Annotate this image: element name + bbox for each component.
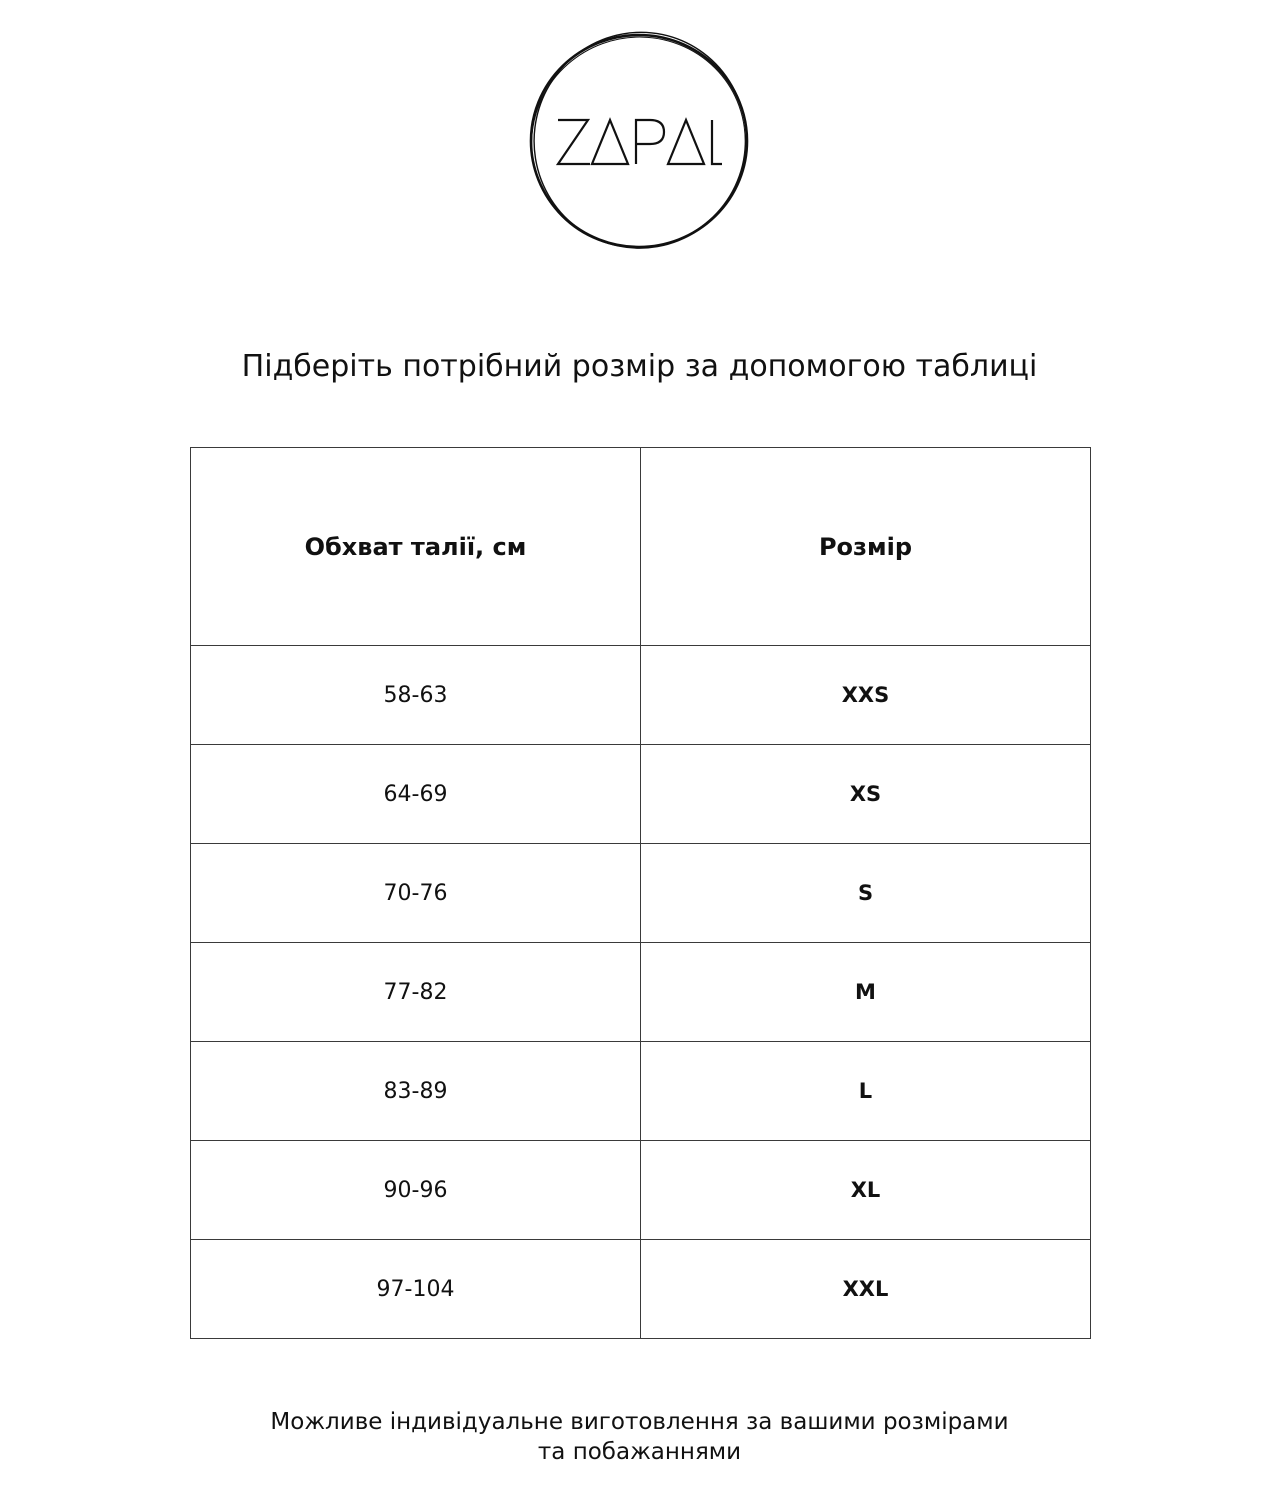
- brand-logo: [526, 28, 752, 254]
- size-cell: L: [641, 1042, 1091, 1141]
- table-row: [191, 943, 1091, 1042]
- note-line-2: та побажаннями: [537, 1439, 742, 1465]
- size-table: [190, 447, 1091, 1339]
- size-cell: XXS: [641, 646, 1091, 745]
- size-cell: S: [641, 844, 1091, 943]
- page-title: Підберіть потрібний розмір за допомогою таблиці: [241, 349, 1038, 384]
- waist-cell: 58-63: [191, 646, 641, 745]
- table-row: [191, 745, 1091, 844]
- waist-cell: 90-96: [191, 1141, 641, 1240]
- table-row: [191, 646, 1091, 745]
- custom-order-note: [0, 1407, 1279, 1467]
- waist-cell: 70-76: [191, 844, 641, 943]
- waist-cell: 97-104: [191, 1240, 641, 1339]
- table-row: [191, 1141, 1091, 1240]
- zapal-logo-icon: [526, 28, 752, 254]
- size-column-header: Розмір: [641, 448, 1091, 646]
- table-row: [191, 1240, 1091, 1339]
- table-row: [191, 1042, 1091, 1141]
- table-header-row: [191, 448, 1091, 646]
- size-cell: XS: [641, 745, 1091, 844]
- size-cell: M: [641, 943, 1091, 1042]
- waist-cell: 77-82: [191, 943, 641, 1042]
- waist-cell: 64-69: [191, 745, 641, 844]
- note-line-1: Можливе індивідуальне виготовлення за вашими розмірами: [270, 1409, 1009, 1435]
- waist-column-header: Обхват талії, см: [191, 448, 641, 646]
- waist-cell: 83-89: [191, 1042, 641, 1141]
- size-cell: XXL: [641, 1240, 1091, 1339]
- size-cell: XL: [641, 1141, 1091, 1240]
- table-row: [191, 844, 1091, 943]
